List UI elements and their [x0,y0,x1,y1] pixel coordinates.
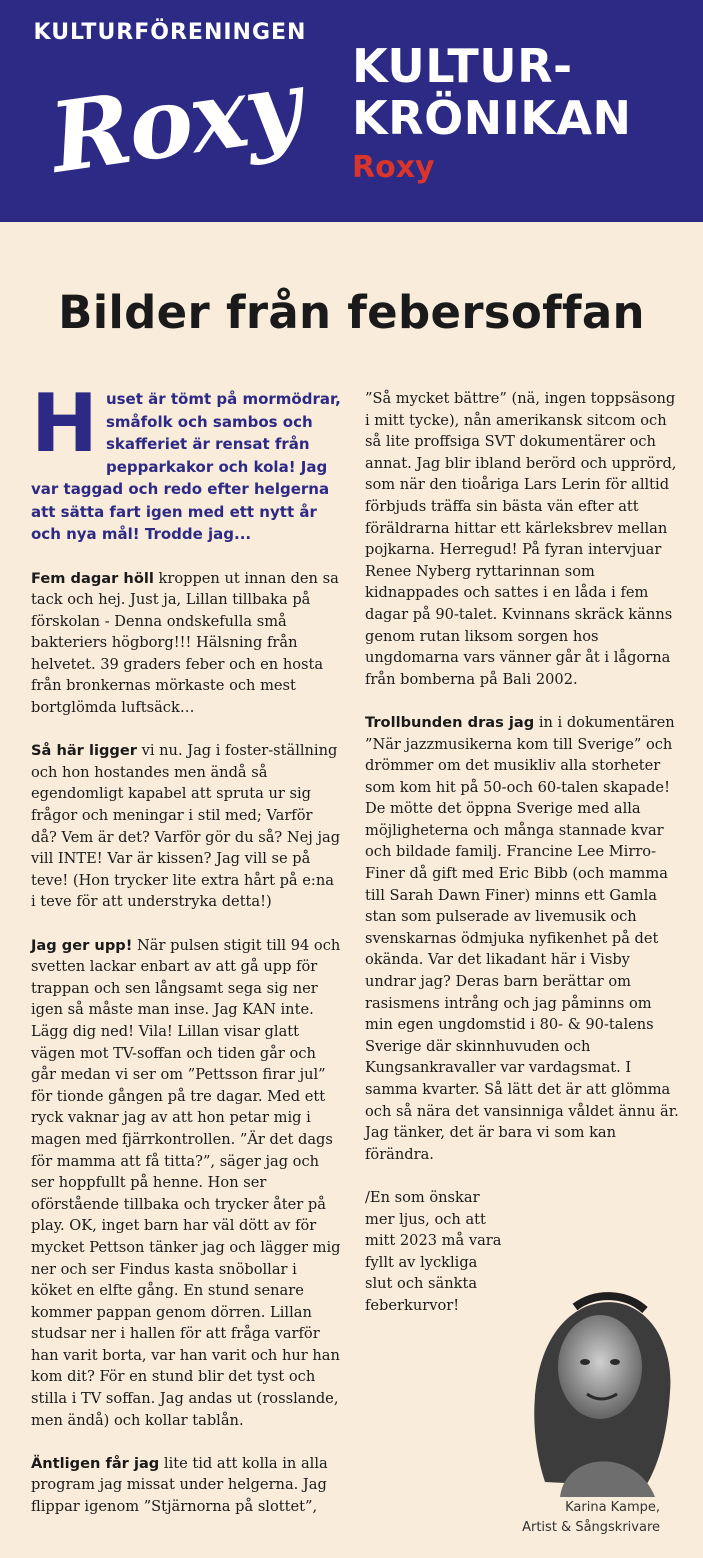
title-line-2: KRÖNIKAN [352,91,632,145]
paragraph-2-text: vi nu. Jag i foster-ställning och hon hostandes men ändå så egendomligt kapabel att spruta ur sig frågor och meningar i stil med; Varför då? Vem är det? Varför gör du så? Nej jag vill INTE! Var är kissen? Jag vill se på teve! (Hon trycker lite extra hårt på e:na i teve för att understryka detta!) [31,742,341,911]
kicker-4: Äntligen får jag [31,1454,160,1472]
sign-off: /En som önskar mer ljus, och att mitt 2023 må vara fyllt av lyckliga slut och sänkta feberkurvor! [365,1188,502,1314]
drop-cap: H [31,377,98,470]
paragraph-5-text: in i dokumentären ”När jazzmusikerna kom till Sverige” och drömmer om det musikliv alla storheter som kom hit på 50-och 60-talen skapade! De mötte det öppna Sverige med alla möjligheterna och många stannade kvar och bildade familj. Francine Lee Mirro-Finer då gift med Eric Bibb (och mamma till Sarah Dawn Finer) minns ett Gamla stan som pulserade av livemusik och svenskarnas ödmjuka nyfikenhet på det okända. Var det likadant här i Visby undrar jag? Deras barn berättar om rasismens intrång och jag påminns om min egen ungdomstid i 80- & 90-talens Sverige där skinnhuvuden och Kungsankravaller var vardagsmat. I samma kvarter. Så lätt det är att glömma och så nära det vansinniga våldet ännu är. Jag tänker, det är bara vi som kan förändra. [365,713,679,1163]
paragraph-3-text: När pulsen stigit till 94 och svetten lackar enbart av att gå upp för trappan och sen långsamt sega sig ner igen så måste man inse. Jag KAN inte. Lägg dig ned! Vila! Lillan visar glatt vägen mot TV-soffan och tiden går och går medan vi ser om ”Pettsson firar jul” för tionde gången på tre dagar. Med ett ryck vaknar jag av att hon petar mig i magen med fjärrkontrollen. ”Är det dags för mamma att få titta?”, säger jag och ser hoppfullt på henne. Hon ser oförstående tillbaka och trycker åter på play. OK, inget barn har väl dött av för mycket Pettson tänker jag och lägger mig ner och ser Findus kasta snöbollar i köket en elfte gång. En stund senare kommer pappan genom dörren. Lillan studsar ner i hallen för att fråga varför han varit borta, var han varit och hur han kom dit? För en stund blir det tyst och stilla i TV soffan. Jag andas ut (rosslande, men ändå) och kollar tablån. [31,936,341,1429]
paragraph-1-text: kroppen ut innan den sa tack och hej. Just ja, Lillan tillbaka på förskolan - Denna ondskefulla små bakteriers högborg!!! Hälsning från helvetet. 39 graders feber och en hosta från bronkernas mörkaste och mest bortglömda luftsäck… [31,569,339,717]
author-role: Artist & Sångskrivare [522,1520,660,1535]
kicker-1: Fem dagar höll [31,569,154,587]
lead-paragraph [31,377,341,546]
paragraph-4 [31,1453,341,1518]
title-subtitle: Roxy [352,150,435,185]
paragraph-5 [365,712,680,1165]
paragraph-1 [31,568,341,719]
kicker-3: Jag ger upp! [31,936,133,954]
column-title [352,40,692,188]
paragraph-4-continued: ”Så mycket bättre” (nä, ingen toppsäsong i mitt tycke), nån amerikansk sitcom och så lite proffsiga SVT dokumentärer och annat. Jag blir ibland berörd och upprörd, som när den tioåriga Lars Lerin för alltid förbjuds träffa sin bästa vän efter att föräldrarna hittar ett kärleksbrev mellan pojkarna. Herregud! På fyran intervjuar Renee Nyberg ryttarinnan som kidnappades och sattes i en låda i fem dagar på 90-talet. Kvinnans skräck känns genom rutan liksom sorgen hos ungdomarna vars vänner går åt i lågorna från bomberna på Bali 2002. [365,390,677,688]
author-caption [480,1498,660,1538]
paragraph-2 [31,740,341,913]
article-column-right [365,388,680,1338]
author-portrait [505,1272,680,1497]
masthead [0,0,703,222]
roxy-logo [20,20,320,210]
paragraph-4-text: lite tid att kolla in alla program jag missat under helgerna. Jag flippar igenom ”Stjärnorna på slottet”, [31,1454,328,1516]
title-line-1: KULTUR- [352,39,573,93]
paragraph-3 [31,935,341,1432]
logo-top-text: KULTURFÖRENINGEN [33,20,307,45]
article-column-left [31,377,341,1518]
author-name: Karina Kampe, [565,1500,660,1515]
kicker-5: Trollbunden dras jag [365,713,535,731]
logo-script-text: Roxy [43,48,306,195]
article-headline: Bilder från febersoffan [58,286,645,339]
kicker-2: Så här ligger [31,742,137,760]
lead-text: uset är tömt på mormödrar, småfolk och sambos och skafferiet är rensat från pepparkakor och kola! Jag var taggad och redo efter helgerna att sätta fart igen med ett nytt år och nya mål! Trodde jag... [31,390,341,543]
